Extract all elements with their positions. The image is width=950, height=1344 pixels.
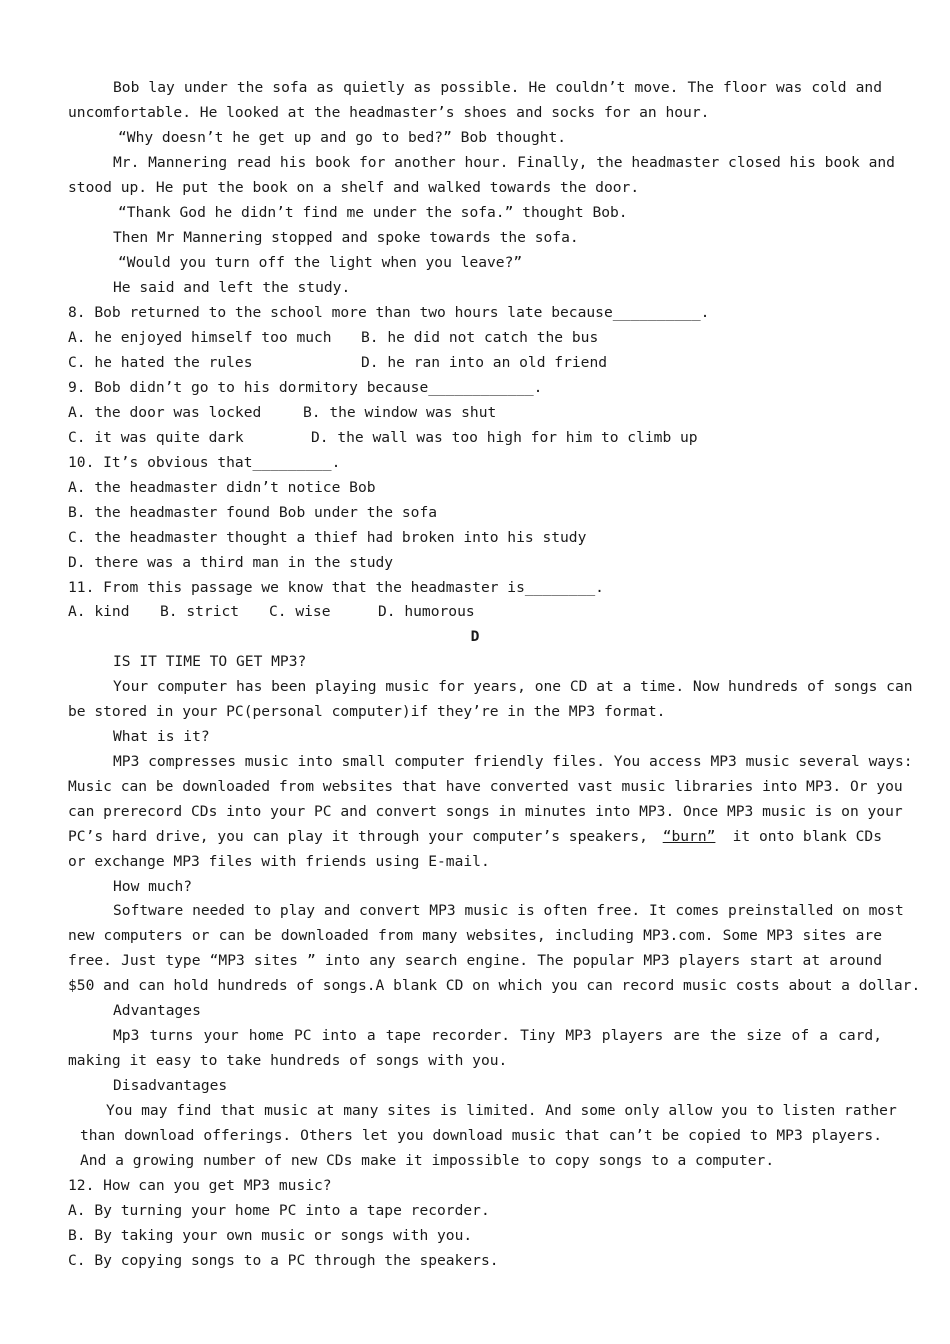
passage-line: And a growing number of new CDs make it impossible to copy songs to a computer. [80, 1152, 775, 1169]
answer-option: A. he enjoyed himself too much [68, 329, 332, 346]
answer-option: C. it was quite dark [68, 429, 244, 446]
passage-line: Software needed to play and convert MP3 music is often free. It comes preinstalled on most [113, 902, 904, 919]
section-letter: D [470, 628, 480, 645]
answer-option: A. kind [68, 603, 130, 620]
passage-line: Your computer has been playing music for years, one CD at a time. Now hundreds of songs can [113, 678, 913, 695]
passage-line: Bob lay under the sofa as quietly as possible. He couldn’t move. The floor was cold and [113, 79, 882, 96]
passage-line: making it easy to take hundreds of songs with you. [68, 1052, 508, 1069]
passage-line: Then Mr Mannering stopped and spoke towards the sofa. [113, 229, 579, 246]
passage-line: free. Just type “MP3 sites ” into any search engine. The popular MP3 players start at around [68, 952, 882, 969]
passage-line: than download offerings. Others let you download music that can’t be copied to MP3 players. [80, 1127, 882, 1144]
passage-line: or exchange MP3 files with friends using E-mail. [68, 853, 490, 870]
passage-line: stood up. He put the book on a shelf and walked towards the door. [68, 179, 640, 196]
passage-line: be stored in your PC(personal computer)if they’re in the MP3 format. [68, 703, 666, 720]
passage-line: “Thank God he didn’t find me under the sofa.” thought Bob. [118, 204, 628, 221]
answer-option: D. humorous [378, 603, 475, 620]
passage-line: new computers or can be downloaded from many websites, including MP3.com. Some MP3 sites are [68, 927, 882, 944]
passage-line: He said and left the study. [113, 279, 351, 296]
passage-text: it onto blank CDs [732, 828, 882, 845]
question-stem: 12. How can you get MP3 music? [68, 1177, 332, 1194]
answer-option: D. he ran into an old friend [361, 354, 608, 371]
passage-text: PC’s hard drive, you can play it through your computer’s speakers, [68, 828, 648, 845]
question-stem: 10. It’s obvious that_________. [68, 454, 341, 471]
question-stem: 9. Bob didn’t go to his dormitory because____________. [68, 379, 543, 396]
subheading-advantages: Advantages [113, 1002, 201, 1019]
answer-option: A. the door was locked [68, 404, 262, 421]
answer-option: B. he did not catch the bus [361, 329, 599, 346]
passage-line [68, 827, 882, 847]
answer-option: B. the headmaster found Bob under the sofa [68, 504, 438, 521]
answer-option: C. the headmaster thought a thief had broken into his study [68, 529, 587, 546]
answer-option: D. there was a third man in the study [68, 554, 394, 571]
passage-line: “Why doesn’t he get up and go to bed?” Bob thought. [118, 129, 567, 146]
passage-line: can prerecord CDs into your PC and convert songs in minutes into MP3. Once MP3 music is on your [68, 803, 903, 820]
passage-line: $50 and can hold hundreds of songs.A blank CD on which you can record music costs about a dollar. [68, 977, 921, 994]
subheading-how-much: How much? [113, 878, 193, 895]
answer-option: B. strict [160, 603, 240, 620]
answer-option: C. he hated the rules [68, 354, 253, 371]
passage-title: IS IT TIME TO GET MP3? [113, 653, 307, 670]
answer-option: C. wise [269, 603, 331, 620]
passage-line: Music can be downloaded from websites that have converted vast music libraries into MP3. Or you [68, 778, 903, 795]
question-stem: 11. From this passage we know that the headmaster is________. [68, 579, 604, 596]
answer-option: A. the headmaster didn’t notice Bob [68, 479, 376, 496]
answer-option: D. the wall was too high for him to climb up [311, 429, 698, 446]
passage-line: You may find that music at many sites is limited. And some only allow you to listen rather [106, 1102, 897, 1119]
underlined-word: “burn” [662, 828, 716, 845]
answer-option: B. the window was shut [303, 404, 497, 421]
subheading-disadvantages: Disadvantages [113, 1077, 228, 1094]
passage-line: uncomfortable. He looked at the headmaster’s shoes and socks for an hour. [68, 104, 710, 121]
subheading-what: What is it? [113, 728, 210, 745]
passage-line: Mr. Mannering read his book for another hour. Finally, the headmaster closed his book and [113, 154, 895, 171]
answer-option: C. By copying songs to a PC through the speakers. [68, 1252, 499, 1269]
answer-option: A. By turning your home PC into a tape recorder. [68, 1202, 490, 1219]
passage-line: “Would you turn off the light when you leave?” [118, 254, 523, 271]
answer-option: B. By taking your own music or songs with you. [68, 1227, 473, 1244]
question-stem: 8. Bob returned to the school more than two hours late because__________. [68, 304, 710, 321]
passage-line: MP3 compresses music into small computer friendly files. You access MP3 music several ways: [113, 753, 913, 770]
passage-line: Mp3 turns your home PC into a tape recorder. Tiny MP3 players are the size of a card, [113, 1027, 882, 1044]
